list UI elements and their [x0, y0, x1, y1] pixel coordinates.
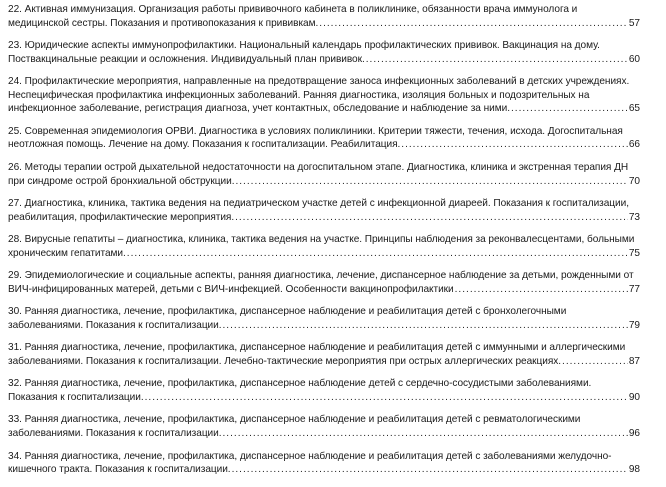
toc-entry-title-line: реабилитация, профилактические мероприятия. [8, 211, 235, 223]
toc-entry-title-line: 27. Диагностика, клиника, тактика ведения на педиатрическом участке детей с инфекционной диареей. Показания к госпитализации, [8, 197, 629, 209]
toc-entry-title-line: 33. Ранняя диагностика, лечение, профилактика, диспансерное наблюдение и реабилитация детей с ревматологическими [8, 414, 581, 426]
toc-entry-title-line: медицинской сестры. Показания и противопоказания к прививкам. [8, 17, 319, 29]
page-number: 65 [628, 103, 640, 115]
toc-entry-title-line: ВИЧ-инфицированных матерей, детьми с ВИЧ-инфекцией. Особенности вакцинопрофилактики [8, 283, 454, 295]
page-number: 75 [628, 247, 640, 259]
toc-entry-last-line [8, 175, 640, 189]
page-number: 57 [628, 17, 640, 29]
toc-entry-title-line: 34. Ранняя диагностика, лечение, профилактика, диспансерное наблюдение и реабилитация детей с заболеваниями желудочно- [8, 450, 612, 462]
toc-entry-title-line: неотложная помощь. Лечение на дому. Показания к госпитализации. Реабилитация. [8, 139, 401, 151]
page-number: 66 [628, 139, 640, 151]
page-number: 98 [628, 464, 640, 476]
toc-entry-title-line: Неспецифическая профилактика инфекционных заболеваний. Ранняя диагностика, изоляция больных и подозрительных на [8, 89, 590, 101]
page-number: 87 [628, 355, 640, 367]
toc-entry-title-line: заболеваниями. Показания к госпитализации. Лечебно-тактические мероприятия при острых аллергических реакциях. [8, 355, 562, 367]
toc-entry-last-line [8, 102, 640, 116]
toc-entry-title-line: заболеваниями. Показания к госпитализации. [8, 319, 222, 331]
toc-entry[interactable] [8, 3, 640, 30]
toc-entry-title-line: 28. Вирусные гепатиты – диагностика, клиника, тактика ведения на участке. Принципы наблюдения за реконвалесцентами, больными [8, 234, 635, 246]
page-number: 90 [628, 391, 640, 403]
toc-entry-title-line: 32. Ранняя диагностика, лечение, профилактика, диспансерное наблюдение детей с сердечно-сосудистыми заболеваниями. [8, 378, 592, 390]
toc-entry-title-line: Поствакцинальные реакции и осложнения. Индивидуальный план прививок. [8, 53, 365, 65]
page-number: 70 [628, 175, 640, 187]
page-number: 77 [628, 283, 640, 295]
dot-leader [401, 138, 628, 152]
toc-entry-last-line [8, 463, 640, 477]
dot-leader [319, 17, 628, 31]
dot-leader [562, 355, 628, 369]
toc-entry-title-line: инфекционное заболевание, регистрация диагноза, учет контактных, обследование и наблюдение за ними. [8, 103, 510, 115]
toc-entry-title-line: кишечного тракта. Показания к госпитализации. [8, 464, 231, 476]
toc-entry-last-line [8, 53, 640, 67]
toc-entry-last-line [8, 427, 640, 441]
page-number: 79 [628, 319, 640, 331]
toc-entry-title-line: 29. Эпидемиологические и социальные аспекты, ранняя диагностика, лечение, диспансерное наблюдение за детьми, рожденными от [8, 270, 634, 282]
toc-entry[interactable] [8, 39, 640, 66]
toc-entry[interactable] [8, 197, 640, 224]
toc-entry-title-line: 25. Современная эпидемиология ОРВИ. Диагностика в условиях поликлиники. Критерии тяжести, течения, исхода. Догоспитальная [8, 125, 623, 137]
dot-leader [222, 427, 627, 441]
toc-entry-last-line [8, 247, 640, 261]
toc-entry[interactable] [8, 341, 640, 368]
toc-entry-title-line: хроническим гепатитами. [8, 247, 126, 259]
toc-entry[interactable] [8, 305, 640, 332]
page-number: 60 [628, 53, 640, 65]
toc-entry-last-line [8, 391, 640, 405]
dot-leader [232, 463, 628, 477]
toc-entry[interactable] [8, 377, 640, 404]
toc-entry-title-line: 22. Активная иммунизация. Организация работы прививочного кабинета в поликлинике, обязанности врача иммунолога и [8, 4, 578, 15]
toc-entry[interactable] [8, 269, 640, 296]
toc-entry[interactable] [8, 125, 640, 152]
page-number: 73 [628, 211, 640, 223]
page-number: 96 [628, 428, 640, 440]
dot-leader [222, 319, 627, 333]
table-of-contents [8, 3, 640, 486]
toc-entry-last-line [8, 211, 640, 225]
toc-entry[interactable] [8, 450, 640, 477]
toc-entry-last-line [8, 138, 640, 152]
toc-entry-last-line [8, 17, 640, 31]
toc-entry-title-line: заболеваниями. Показания к госпитализации. [8, 428, 222, 440]
toc-entry-last-line [8, 283, 640, 297]
toc-entry-last-line [8, 355, 640, 369]
toc-entry-last-line [8, 319, 640, 333]
toc-entry-title-line: 31. Ранняя диагностика, лечение, профилактика, диспансерное наблюдение и реабилитация детей с иммунными и аллергическими [8, 342, 626, 354]
dot-leader [145, 391, 628, 405]
dot-leader [235, 175, 627, 189]
toc-entry-title-line: Показания к госпитализации. [8, 391, 144, 403]
toc-entry-title-line: 24. Профилактические мероприятия, направленные на предотвращение заноса инфекционных заболеваний в детских учреждениях. [8, 76, 630, 88]
toc-entry[interactable] [8, 75, 640, 116]
toc-entry[interactable] [8, 161, 640, 188]
toc-entry[interactable] [8, 413, 640, 440]
dot-leader [127, 247, 628, 261]
dot-leader [511, 102, 628, 116]
toc-entry-title-line: 26. Методы терапии острой дыхательной недостаточности на догоспитальном этапе. Диагностика, клиника и экстренная терапия ДН [8, 161, 629, 173]
toc-entry-title-line: 23. Юридические аспекты иммунопрофилактики. Национальный календарь профилактических прививок. Вакцинация на дому. [8, 40, 600, 52]
dot-leader [366, 53, 628, 67]
toc-entry[interactable] [8, 233, 640, 260]
dot-leader [455, 283, 628, 297]
toc-entry-title-line: 30. Ранняя диагностика, лечение, профилактика, диспансерное наблюдение и реабилитация детей с бронхолегочными [8, 306, 567, 318]
toc-entry-title-line: при синдроме острой бронхиальной обструкции. [8, 175, 235, 187]
dot-leader [235, 211, 628, 225]
